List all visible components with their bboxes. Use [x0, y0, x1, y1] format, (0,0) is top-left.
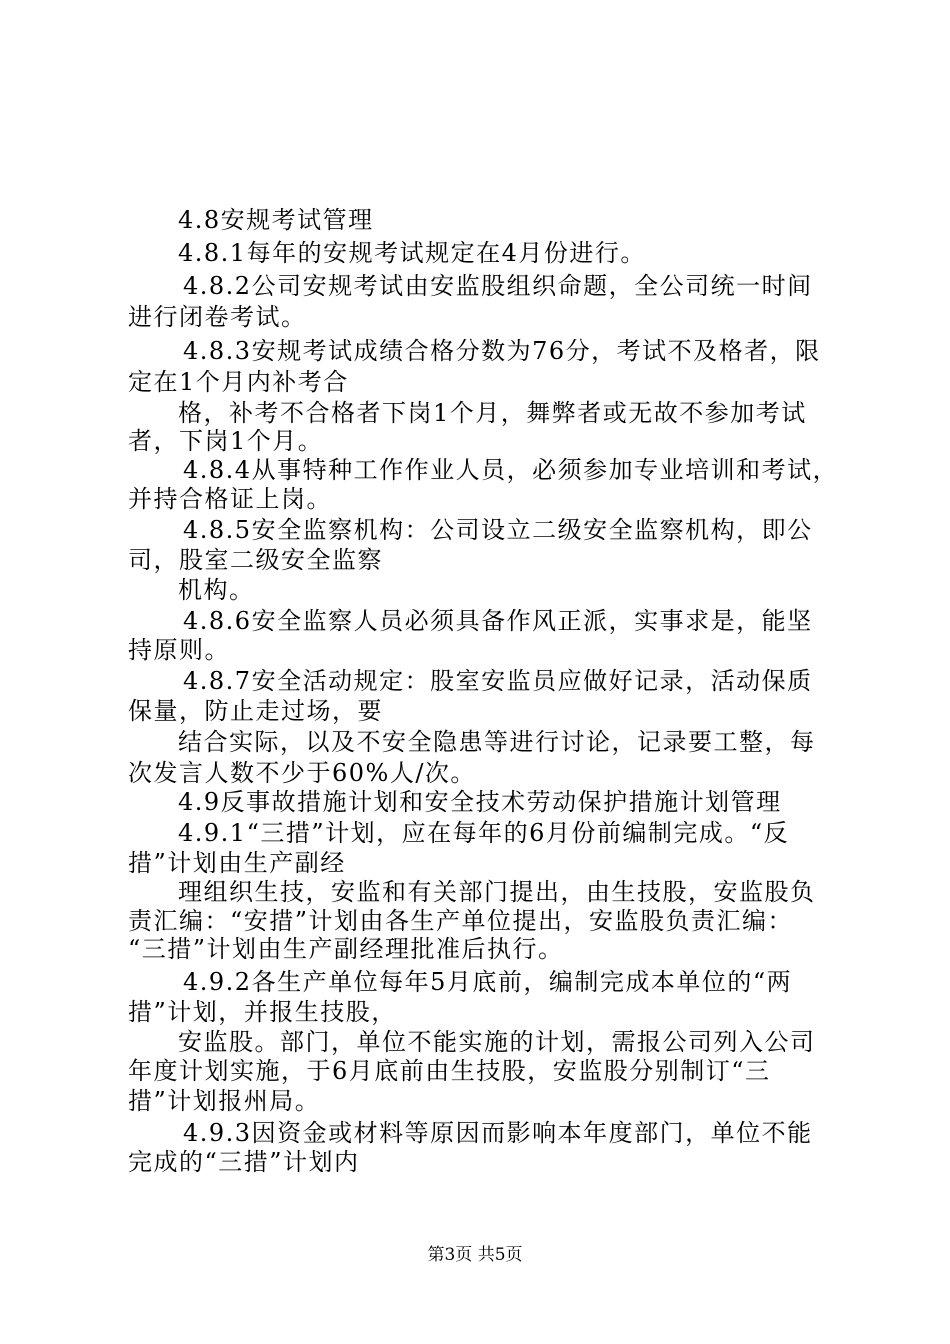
- paragraph-line: 格，补考不合格者下岗1个月，舞弊者或无故不参加考试: [178, 399, 807, 427]
- paragraph-line: 4.8.5安全监察机构：公司设立二级安全监察机构，即公: [183, 516, 813, 544]
- paragraph-line: 4.9.2各生产单位每年5月底前，编制完成本单位的“两: [183, 968, 793, 996]
- paragraph-line: 措”计划，并报生技股，: [128, 998, 397, 1026]
- paragraph-line: 完成的“三措”计划内: [128, 1148, 360, 1176]
- paragraph-line: 4.8.4从事特种工作作业人员，必须参加专业培训和考试，: [183, 456, 839, 484]
- section-heading: 4.9反事故措施计划和安全技术劳动保护措施计划管理: [178, 788, 782, 816]
- paragraph-line: 安监股。部门，单位不能实施的计划，需报公司列入公司: [178, 1028, 816, 1056]
- paragraph-line: 进行闭卷考试。: [128, 303, 307, 331]
- section-heading: 4.8安规考试管理: [178, 206, 374, 234]
- paragraph-line: 定在1个月内补考合: [128, 368, 349, 396]
- paragraph-line: 责汇编：“安措”计划由各生产单位提出，安监股负责汇编：: [128, 907, 794, 935]
- paragraph-line: 4.8.2公司安规考试由安监股组织命题，全公司统一时间: [183, 272, 813, 300]
- paragraph-line: 4.8.7安全活动规定：股室安监员应做好记录，活动保质: [183, 667, 813, 695]
- paragraph-line: 措”计划由生产副经: [128, 849, 346, 877]
- paragraph-line: 持原则。: [128, 636, 230, 664]
- page-footer: 第3页 共5页: [427, 1245, 523, 1265]
- paragraph-line: 4.9.3因资金或材料等原因而影响本年度部门，单位不能: [183, 1119, 813, 1147]
- paragraph-line: 4.8.1每年的安规考试规定在4月份进行。: [178, 239, 646, 267]
- paragraph-line: 4.8.3安规考试成绩合格分数为76分，考试不及格者，限: [183, 337, 821, 365]
- paragraph-line: “三措”计划由生产副经理批准后执行。: [128, 935, 564, 963]
- paragraph-line: 次发言人数不少于60%人/次。: [128, 759, 476, 787]
- paragraph-line: 年度计划实施，于6月底前由生技股，安监股分别制订“三: [128, 1057, 771, 1085]
- paragraph-line: 并持合格证上岗。: [128, 485, 332, 513]
- paragraph-line: 4.9.1“三措”计划，应在每年的6月份前编制完成。“反: [178, 819, 790, 847]
- paragraph-line: 保量，防止走过场，要: [128, 697, 383, 725]
- paragraph-line: 4.8.6安全监察人员必须具备作风正派，实事求是，能坚: [183, 607, 813, 635]
- paragraph-line: 结合实际，以及不安全隐患等进行讨论，记录要工整，每: [178, 728, 816, 756]
- paragraph-line: 措”计划报州局。: [128, 1087, 321, 1115]
- paragraph-line: 机构。: [178, 576, 255, 604]
- paragraph-line: 理组织生技，安监和有关部门提出，由生技股，安监股负: [178, 878, 816, 906]
- paragraph-line: 者，下岗1个月。: [128, 427, 324, 455]
- paragraph-line: 司，股室二级安全监察: [128, 546, 383, 574]
